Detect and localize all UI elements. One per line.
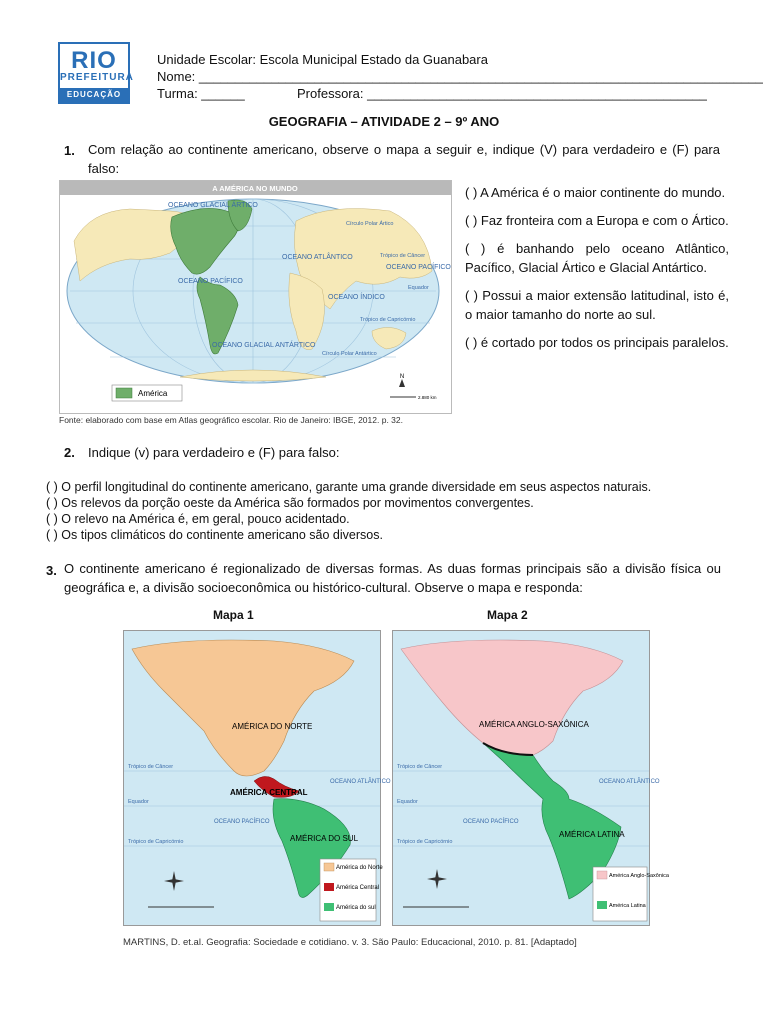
north-label: N xyxy=(399,374,405,380)
america-world-map xyxy=(59,180,452,414)
professora-line: Professora: _______________________________________________ xyxy=(297,86,707,101)
map1-label-central: AMÉRICA CENTRAL xyxy=(230,788,308,797)
q1-item-4: ( ) Possui a maior extensão latitudinal, isto é, o maior tamanho do norte ao sul. xyxy=(465,288,729,322)
label-glacial-artico: OCEANO GLACIAL ÁRTICO xyxy=(168,202,258,209)
q2-item-2: ( ) Os relevos da porção oeste da América são formados por movimentos convergentes. xyxy=(46,496,534,510)
map1-label-norte: AMÉRICA DO NORTE xyxy=(232,722,313,731)
map2-label-anglo: AMÉRICA ANGLO-SAXÔNICA xyxy=(479,720,589,729)
q2-text: Indique (v) para verdadeiro e (F) para falso: xyxy=(88,445,340,460)
map1-label-sul: AMÉRICA DO SUL xyxy=(290,834,359,843)
map2-tropico-cancer: Trópico de Câncer xyxy=(397,764,443,770)
map1-legend-sul-swatch xyxy=(324,903,334,911)
escola-line: Unidade Escolar: Escola Municipal Estado da Guanabara xyxy=(157,52,488,67)
q1-item-5: ( ) é cortado por todos os principais paralelos. xyxy=(465,335,729,350)
map1-americas-physical xyxy=(123,630,391,926)
label-atlantico: OCEANO ATLÂNTICO xyxy=(282,254,353,261)
q1-item-1: ( ) A América é o maior continente do mundo. xyxy=(465,185,726,200)
label-pacifico-e: OCEANO PACÍFICO xyxy=(386,264,451,271)
map1-legend-norte: América do Norte xyxy=(336,865,383,871)
label-glacial-antartico: OCEANO GLACIAL ANTÁRTICO xyxy=(212,342,316,349)
map2-legend-anglo-swatch xyxy=(597,871,607,879)
map1-tropico-capricornio: Trópico de Capricórnio xyxy=(128,839,184,845)
q1-item-2: ( ) Faz fronteira com a Europa e com o Ártico. xyxy=(465,213,729,228)
q3-text: O continente americano é regionalizado de diversas formas. As duas formas principais são a divisão física ou geográfica e, a divisão socioeconômica ou histórico-cultural. Observe o mapa e responda: xyxy=(64,561,721,595)
q2-item-4: ( ) Os tipos climáticos do continente americano são diversos. xyxy=(46,528,383,542)
logo-main-text: RIO xyxy=(71,47,117,74)
logo-sub-text: PREFEITURA xyxy=(60,72,134,83)
map2-oceano-atlantico: OCEANO ATLÂNTICO xyxy=(599,779,660,785)
turma-line: Turma: ______ xyxy=(157,86,245,101)
map1-oceano-atlantico: OCEANO ATLÂNTICO xyxy=(330,779,391,785)
map1-tropico-cancer: Trópico de Câncer xyxy=(128,764,174,770)
map-title: A AMÉRICA NO MUNDO xyxy=(212,184,298,193)
nome-line: Nome: ______________________________________________________________________________ xyxy=(157,69,763,84)
logo-dept-text: EDUCAÇÃO xyxy=(60,88,128,102)
north-arrow-icon xyxy=(399,379,405,387)
map1-oceano-pacifico: OCEANO PACÍFICO xyxy=(214,819,270,825)
map2-equador: Equador xyxy=(397,799,418,805)
legend-america-label: América xyxy=(138,389,168,398)
q2-item-3: ( ) O relevo na América é, em geral, pouco acidentado. xyxy=(46,512,350,526)
prefeitura-rio-logo xyxy=(58,42,134,104)
q1-item-3: ( ) é banhando pelo oceano Atlântico, Pacífico, Glacial Ártico e Glacial Antártico. xyxy=(465,241,729,275)
label-indico: OCEANO ÍNDICO xyxy=(328,294,385,301)
map2-label-latina: AMÉRICA LATINA xyxy=(559,830,625,839)
q3-number: 3. xyxy=(46,563,57,578)
label-circulo-artico: Círculo Polar Ártico xyxy=(346,221,394,227)
label-tropico-capricornio: Trópico de Capricórnio xyxy=(360,317,416,323)
q1-items xyxy=(465,183,729,352)
q1-map-source: Fonte: elaborado com base em Atlas geográfico escolar. Rio de Janeiro: IBGE, 2012. p. 32. xyxy=(59,415,403,425)
label-pacifico-w: OCEANO PACÍFICO xyxy=(178,278,243,285)
label-tropico-cancer: Trópico de Câncer xyxy=(380,253,426,259)
map1-legend-central-swatch xyxy=(324,883,334,891)
q3-citation: MARTINS, D. et.al. Geografia: Sociedade e cotidiano. v. 3. São Paulo: Educacional, 2010. p. 81. [Adaptado] xyxy=(123,937,577,948)
map2-americas-socioeconomic xyxy=(392,630,669,926)
map1-legend-sul: América do sul xyxy=(336,905,376,911)
page-title: GEOGRAFIA – ATIVIDADE 2 – 9º ANO xyxy=(268,114,500,129)
q1-number: 1. xyxy=(64,143,75,158)
q2-item-1: ( ) O perfil longitudinal do continente americano, garante uma grande diversidade em seus aspectos naturais. xyxy=(46,480,652,494)
map1-legend-norte-swatch xyxy=(324,863,334,871)
q2-number: 2. xyxy=(64,445,75,460)
legend-america-swatch xyxy=(116,388,132,398)
q1-text: Com relação ao continente americano, observe o mapa a seguir e, indique (V) para verdadeiro e (F) para falso: xyxy=(88,142,720,176)
map2-legend-latina-swatch xyxy=(597,901,607,909)
map2-legend-latina: América Latina xyxy=(609,903,646,909)
scale-label: 2.880 km xyxy=(418,395,437,400)
map2-oceano-pacifico: OCEANO PACÍFICO xyxy=(463,819,519,825)
map1-title: Mapa 1 xyxy=(213,608,254,622)
map1-legend-central: América Central xyxy=(336,885,380,891)
label-circulo-antartico: Círculo Polar Antártico xyxy=(322,351,377,357)
world-map-svg xyxy=(60,181,451,413)
map2-title: Mapa 2 xyxy=(487,608,528,622)
map2-tropico-capricornio: Trópico de Capricórnio xyxy=(397,839,453,845)
map2-legend-anglo: América Anglo-Saxônica xyxy=(609,873,669,879)
label-equador: Equador xyxy=(408,285,429,291)
map1-equador: Equador xyxy=(128,799,149,805)
